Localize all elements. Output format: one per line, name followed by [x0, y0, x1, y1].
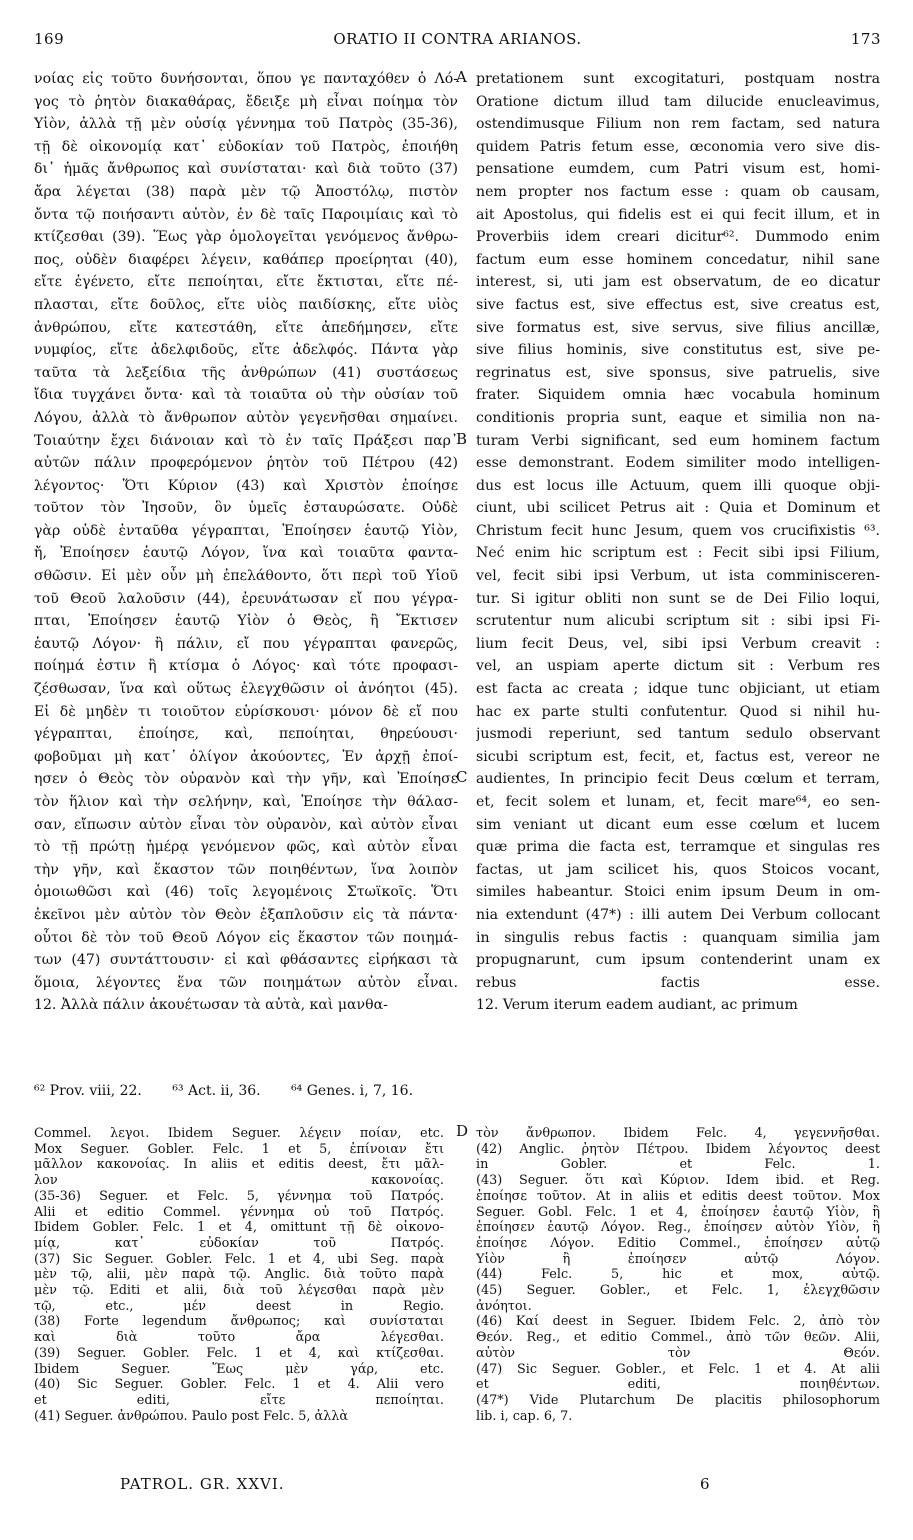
latin-text-line: sim veniant ut dicant eum esse cœlum et lucem — [476, 816, 880, 833]
running-header — [34, 30, 881, 52]
footnote-line: Commel. λεγοι. Ibidem Seguer. λέγειν ποίαν, etc. — [34, 1126, 444, 1141]
latin-text-line: hac ex parte stulti confutentur. Quod si nihil hu- — [476, 703, 880, 720]
greek-text-line: των (47) συντάττουσιν· εἰ καὶ φθάσαντες εἰρήκασι τὰ — [34, 952, 458, 969]
footnotes-left — [34, 1126, 444, 1424]
margin-marker-b: B — [456, 430, 468, 448]
footnote-line: μίᾳ, κατ᾽ εὐδοκίαν τοῦ Πατρός. — [34, 1235, 444, 1251]
latin-text-line: similes habeantur. Stoici enim ipsum Deum in om- — [476, 884, 880, 901]
greek-text-line: γὰρ οὐδὲ ἐνταῦθα γέγραπται, Ἐποίησεν ἑαυτῷ Υἱὸν, — [34, 522, 458, 539]
footnote-line: (44) Felc. 5, hic et mox, αὐτῷ. — [476, 1267, 880, 1283]
footnote-line: ἐποίησε Λόγον. Editio Commel., ἐποίησεν αὐτῷ — [476, 1235, 880, 1251]
scripture-ref: ⁶⁴ Genes. i, 7, 16. — [291, 1083, 414, 1099]
latin-text-line: audientes, In principio fecit Deus cœlum et terram, — [476, 771, 880, 788]
footnote-line: Seguer. Gobl. Felc. 1 et 4, ἐποίησεν ἑαυτῷ Υἱὸν, ἢ — [476, 1204, 880, 1220]
latin-text-line: dus est locus ille Actuum, quem illi quoque obji- — [476, 477, 880, 494]
greek-text-line: τοῦτον τὸν Ἰησοῦν, ὃν ὑμεῖς ἐσταυρώσατε. Οὐδὲ — [34, 500, 458, 517]
latin-text-line: turam Verbi significant, sed eum hominem factum — [476, 432, 880, 449]
greek-text-line: γέγραπται, ἐποίησε, καὶ, πεποίηται, θηρεύουσι· — [34, 726, 458, 743]
latin-text-line: Proverbiis idem creari dicitur⁶². Dummodo enim — [476, 229, 880, 246]
scripture-references — [34, 1083, 439, 1099]
greek-text-line: ὄντα τῷ ποιήσαντι αὐτὸν, ἐν δὲ ταῖς Παροιμίαις καὶ τὸ — [34, 206, 458, 223]
footnote-line: (38) Forte legendum ἄνθρωπος; καὶ συνίσταται — [34, 1314, 444, 1330]
footnote-line: (40) Sic Seguer. Gobler. Felc. 1 et 4. Alii vero — [34, 1377, 444, 1393]
greek-text-line: τὴν γῆν, καὶ ἕκαστον τῶν ποιηθέντων, ἵνα λοιπὸν — [34, 861, 458, 878]
scripture-ref: ⁶² Prov. viii, 22. — [34, 1083, 142, 1099]
greek-text-line: Υἱὸν, ἀλλὰ τῇ μὲν οὐσίᾳ γέννημα τοῦ Πατρὸς (35-36), — [34, 116, 458, 133]
latin-text-line: Oratione dictum illud tam dilucide enucleavimus, — [476, 93, 880, 110]
latin-text-line: jusmodi reperiunt, sed tantum sedulo observant — [476, 726, 880, 743]
latin-text-line: vel, an uspiam aperte dictum sit : Verbum res — [476, 658, 880, 675]
running-title: ORATIO II CONTRA ARIANOS. — [333, 30, 582, 48]
footnote-line: lib. i, cap. 6, 7. — [476, 1408, 573, 1424]
latin-text-line: est facta ac creata ; idque tunc objiciant, ut etiam — [476, 681, 880, 698]
greek-text-line: Λόγου, ἀλλὰ τὸ ἄνθρωπον αὐτὸν γεγενῆσθαι σημαίνει. — [34, 409, 458, 426]
greek-text-line: φοβοῦμαι μὴ κατ᾽ ὀλίγον ἀκούοντες, Ἐν ἀρχῇ ἐποί- — [34, 748, 458, 765]
footnote-line: in Gobler. et Felc. 1. — [476, 1157, 880, 1173]
latin-text-line: Neć enim hic scriptum est : Fecit sibi ipsi Filium, — [476, 545, 880, 562]
greek-text-line: σθῶσιν. Εἰ μὲν οὖν μὴ ἐπελάθοντο, ὅτι περὶ τοῦ Υἱοῦ — [34, 568, 458, 585]
footnote-line: (45) Seguer. Gobler., et Felc. 1, ἐλεγχθῶσιν — [476, 1283, 880, 1299]
footnote-line: Υἱὸν ἢ ἐποίησεν αὐτῷ Λόγον. — [476, 1251, 880, 1267]
greek-text-line: ζέσθωσαν, ἵνα καὶ οὕτως ἐλεγχθῶσιν οἱ ἀνόητοι (45). — [34, 681, 458, 698]
greek-text-line: ὁμοιωθῶσι καὶ (46) τοῖς λεγομένοις Στωϊκοῖς. Ὅτι — [34, 884, 458, 901]
greek-text-line: πται, Ἐποίησεν ἑαυτῷ Υἱὸν ὁ Θεὸς, ἢ Ἔκτισεν — [34, 613, 458, 630]
page-number-right: 173 — [850, 30, 881, 48]
latin-text-line: ait Apostolus, qui fidelis est ei qui fecit illum, et in — [476, 206, 880, 223]
footnote-line: (43) Seguer. ὅτι καὶ Κύριον. Idem ibid. et Reg. — [476, 1173, 880, 1189]
footnote-line: ἐποίησε τοῦτον. At in aliis et editis deest τοῦτον. Mox — [476, 1188, 880, 1204]
greek-text-line: αὐτῶν πάλιν προφερόμενον ῥητὸν τοῦ Πέτρου (42) — [34, 455, 458, 472]
margin-marker-d: D — [456, 1122, 469, 1140]
greek-text-line: πλασται, εἴτε δοῦλος, εἴτε υἱὸς παιδίσκης, εἴτε υἱὸς — [34, 296, 458, 313]
greek-text-line: 12. Ἀλλὰ πάλιν ἀκουέτωσαν τὰ αὐτὰ, καὶ μανθα- — [34, 997, 388, 1014]
latin-text-line: 12. Verum iterum eadem audiant, ac primum — [476, 997, 798, 1014]
footnote-line: et editi, ποιηθέντων. — [476, 1377, 880, 1393]
latin-text-line: quidem Patris fetum esse, œconomia vero sive dis- — [476, 138, 880, 155]
greek-text-line: τοῦ Θεοῦ λαλοῦσιν (44), ἐρευνάτωσαν εἴ που γέγρα- — [34, 590, 458, 607]
greek-text-line: δι᾽ ἡμᾶς ἄνθρωπος καὶ συνίσταται· καὶ διὰ τοῦτο (37) — [34, 161, 458, 178]
greek-text-line: ἑαυτῷ Λόγον· ἢ πάλιν, εἴ που γέγραπται φανερῶς, — [34, 635, 458, 652]
latin-text-line: scrutentur num alicubi scriptum sit : sibi ipsi Fi- — [476, 613, 880, 630]
footnote-line: (41) Seguer. ἀνθρώπου. Paulo post Felc. 5, ἀλλὰ — [34, 1408, 349, 1424]
greek-text-line: λέγοντος· Ὅτι Κύριον (43) καὶ Χριστὸν ἐποίησε — [34, 477, 458, 494]
latin-text-line: frater. Siquidem omnia hæc vocabula hominum — [476, 387, 880, 404]
latin-text-line: ostendimusque Filium non rem factam, sed natura — [476, 116, 880, 133]
greek-text-line: οὗτοι δὲ τὸν τοῦ Θεοῦ Λόγον εἰς ἕκαστον τῶν ποιημά- — [34, 929, 458, 946]
footnote-line: ἀνόητοι. — [476, 1298, 532, 1314]
footnote-line: (37) Sic Seguer. Gobler. Felc. 1 et 4, ubi Seg. παρὰ — [34, 1251, 444, 1267]
scripture-ref: ⁶³ Act. ii, 36. — [172, 1083, 261, 1099]
greek-text-line: ποίημά ἐστιν ἢ κτίσμα ὁ Λόγος· καὶ τότε προφασι- — [34, 658, 458, 675]
footnote-line: Ibidem Gobler. Felc. 1 et 4, omittunt τῇ δὲ οἰκονο- — [34, 1220, 444, 1236]
latin-text-line: tur. Si igitur obliti non sunt se de Dei Filio loqui, — [476, 590, 880, 607]
latin-text-line: ciunt, ubi scilicet Petrus ait : Quia et Dominum et — [476, 500, 880, 517]
greek-text-line: νυμφίος, εἴτε ἀδελφιδοῦς, εἴτε ἀδελφός. Πάντα γὰρ — [34, 342, 458, 359]
footnote-line: Θεόν. Reg., et editio Commel., ἀπὸ τῶν θεῶν. Alii, — [476, 1330, 880, 1346]
footnote-line: (42) Anglic. ῥητὸν Πέτρου. Ibidem λέγοντος deest — [476, 1141, 880, 1157]
greek-text-line: πος, οὐδὲν διαφέρει λέγειν, καθάπερ προείρηται (40), — [34, 251, 458, 268]
latin-text-line: factum eum esse hominem concedatur, nihil sane — [476, 251, 880, 268]
greek-text-line: ὅμοια, λέγοντες ἕνα τῶν ποιημάτων αὐτὸν εἶναι. — [34, 974, 458, 991]
latin-text-line: pensatione eumdem, cum Patri visum est, homi- — [476, 161, 880, 178]
latin-text-line: quæ prima die facta est, terramque et singulas res — [476, 839, 880, 856]
greek-text-column — [34, 68, 458, 1017]
greek-text-line: ἄρα λέγεται (38) παρὰ μὲν τῷ Ἀποστόλῳ, πιστὸν — [34, 183, 458, 200]
greek-text-line: ἴδια τυγχάνει ὄντα· καὶ τὰ τοιαῦτα οὐ τὴν οὐσίαν τοῦ — [34, 387, 458, 404]
greek-text-line: ἤ, Ἐποίησεν ἑαυτῷ Λόγον, ἵνα καὶ τοιαῦτα φαντα- — [34, 545, 458, 562]
latin-text-line: et, fecit solem et lunam, et, fecit mare⁶⁴, eo sen- — [476, 794, 880, 810]
latin-text-line: vel, fecit sibi ipsi Verbum, ut ista comminisceren- — [476, 568, 880, 585]
latin-text-line: in singulis rebus factis : quanquam similia jam — [476, 929, 880, 946]
footer-signature: 6 — [700, 1475, 710, 1493]
footnote-line: Alii et editio Commel. γέννημα οὐ τοῦ Πατρός. — [34, 1204, 444, 1220]
footnote-line: (39) Seguer. Gobler. Felc. 1 et 4, καὶ κτίζεσθαι. — [34, 1345, 444, 1361]
latin-text-line: Christum fecit hunc Jesum, quem vos crucifixistis ⁶³. — [476, 522, 880, 539]
latin-text-line: nem propter nos factum esse : quam ob causam, — [476, 183, 880, 200]
footnote-line: (47) Sic Seguer. Gobler., et Felc. 1 et 4. At alii — [476, 1361, 880, 1377]
footnote-line: (47*) Vide Plutarchum De placitis philosophorum — [476, 1392, 880, 1408]
greek-text-line: ταῦτα τὰ λεξείδια τῆς ἀνθρώπων (41) συστάσεως — [34, 364, 458, 381]
footer-series: PATROL. GR. XXVI. — [120, 1475, 285, 1493]
greek-text-line: Εἰ δὲ μηδὲν τι τοιοῦτον εὑρίσκουσι· μόνον δὲ εἴ που — [34, 703, 458, 720]
greek-text-line: νοίας εἰς τοῦτο δυνήσονται, ὅπου γε πανταχόθεν ὁ Λό- — [34, 71, 458, 87]
latin-text-line: pretationem sunt excogitaturi, postquam nostra — [476, 71, 880, 87]
greek-text-line: γος τὸ ῥητὸν διακαθάρας, ἔδειξε μὴ εἶναι ποίημα τὸν — [34, 93, 458, 110]
latin-text-line: factas, ut jam scilicet his, quos Stoicos vocant, — [476, 861, 880, 878]
footnote-line: et editi, εἴτε πεποίηται. — [34, 1392, 444, 1408]
greek-text-line: τὸν ἥλιον καὶ τὴν σελήνην, καὶ, Ἐποίησε τὴν θάλασ- — [34, 794, 458, 810]
footnote-line: μὲν τῷ, alii, μὲν παρὰ τῷ. Anglic. διὰ τοῦτο παρὰ — [34, 1267, 444, 1283]
greek-text-line: κτίζεσθαι (39). Ἕως γὰρ ὁμολογεῖται γενόμενος ἄνθρω- — [34, 229, 458, 246]
footnote-line: λον κακονοίας. — [34, 1173, 444, 1189]
margin-marker-c: C — [456, 768, 468, 786]
greek-text-line: τῇ δὲ οἰκονομίᾳ κατ᾽ εὐδοκίαν τοῦ Πατρὸς, ἐποιήθη — [34, 138, 458, 155]
footnote-line: τὸν ἄνθρωπον. Ibidem Felc. 4, γεγεννῆσθαι. — [476, 1126, 880, 1141]
page-footer — [0, 1475, 913, 1497]
footnote-line: μὲν τῷ. Editi et alii, διὰ τοῦ λέγεσθαι παρὰ μὲν — [34, 1283, 444, 1299]
page-number-left: 169 — [34, 30, 65, 48]
latin-text-line: rebus factis esse. — [476, 974, 880, 991]
latin-text-line: sive factus est, sive effectus est, sive creatus est, — [476, 296, 880, 313]
latin-text-line: sive formatus est, sive servus, sive filius ancillæ, — [476, 319, 880, 336]
footnote-line: Mox Seguer. Gobler. Felc. 1 et 5, ἐπίνοιαν ἔτι — [34, 1141, 444, 1157]
margin-marker-a: A — [456, 68, 467, 86]
greek-text-line: ἐκεῖνοι μὲν αὐτὸν τὸν Θεὸν ἐξαπλοῦσιν εἰς τὰ πάντα· — [34, 906, 458, 923]
latin-text-line: conditionis propria sunt, eaque et similia non na- — [476, 409, 880, 426]
footnote-line: ἐποίησεν ἑαυτῷ Λόγον. Reg., ἐποίησεν αὐτὸν Υἱὸν, ἢ — [476, 1220, 880, 1236]
greek-text-line: σαν, εἴπωσιν αὐτὸν εἶναι τὸν οὐρανὸν, καὶ αὐτὸν εἶναι — [34, 816, 458, 833]
greek-text-line: εἴτε ἐγένετο, εἴτε πεποίηται, εἴτε ἔκτισται, εἴτε πέ- — [34, 274, 458, 291]
greek-text-line: ησεν ὁ Θεὸς τὸν οὐρανὸν καὶ τὴν γῆν, καὶ Ἐποίησε — [34, 771, 458, 788]
latin-text-line: esse demonstrant. Eodem similiter modo intelligen- — [476, 455, 880, 472]
greek-text-line: ἀνθρώπου, εἴτε κατεστάθη, εἴτε ἀπεδήμησεν, εἴτε — [34, 319, 458, 336]
greek-text-line: Τοιαύτην ἔχει διάνοιαν καὶ τὸ ἐν ταῖς Πράξεσι παρ᾽ — [34, 432, 458, 449]
latin-text-line: nia extendunt (47*) : illi autem Dei Verbum collocant — [476, 906, 880, 923]
latin-text-line: sicubi scriptum est, fecit, et, factus est, vereor ne — [476, 748, 880, 765]
latin-text-column — [476, 68, 880, 1017]
footnote-line: καὶ διὰ τοῦτο ἄρα λέγεσθαι. — [34, 1330, 444, 1346]
footnote-line: (35-36) Seguer. et Felc. 5, γέννημα τοῦ Πατρός. — [34, 1188, 444, 1204]
latin-text-line: propugnarunt, cum ipsum contenderint unam ex — [476, 952, 880, 969]
footnote-line: τῷ, etc., μέν deest in Regio. — [34, 1298, 444, 1314]
latin-text-line: sive filius hominis, sive constitutus est, sive pe- — [476, 342, 880, 359]
footnotes-right — [476, 1126, 880, 1424]
footnote-line: μᾶλλον κακονοίας. In aliis et editis deest, ἔτι μᾶλ- — [34, 1157, 444, 1173]
latin-text-line: interest, si, uti jam est observatum, de eo dicatur — [476, 274, 880, 291]
greek-text-line: τὸ τῇ πρώτῃ ἡμέρᾳ γενόμενον φῶς, καὶ αὐτὸν εἶναι — [34, 839, 458, 856]
footnote-line: (46) Καί deest in Seguer. Ibidem Felc. 2, ἀπὸ τὸν — [476, 1314, 880, 1330]
latin-text-line: lium fecit Deus, vel, sibi ipsi Verbum creavit : — [476, 635, 880, 652]
latin-text-line: regrinatus est, sive sponsus, sive patruelis, sive — [476, 364, 880, 381]
footnote-line: Ibidem Seguer. Ἕως μὲν γάρ, etc. — [34, 1361, 444, 1377]
footnote-line: αὐτὸν τὸν Θεόν. — [476, 1345, 880, 1361]
